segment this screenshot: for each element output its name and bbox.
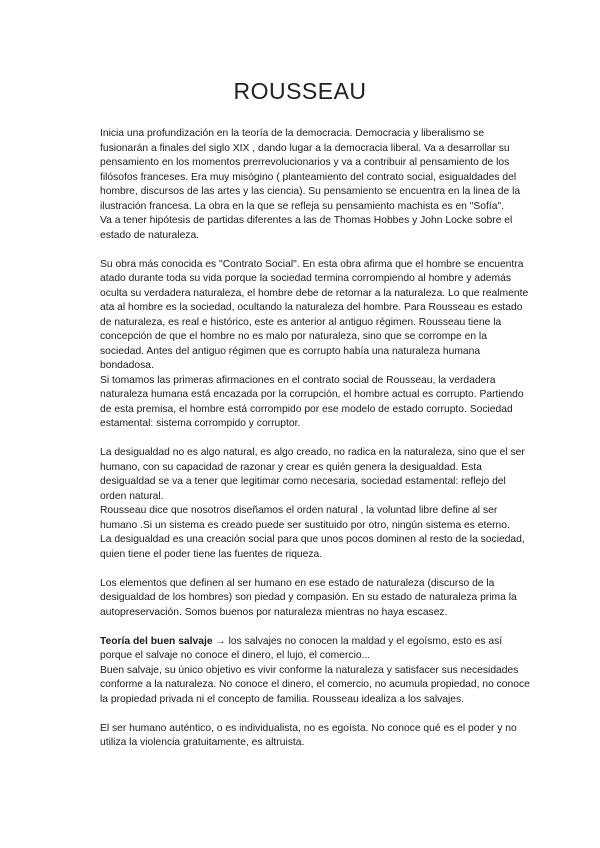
arrow-icon: → [212,635,229,647]
paragraph-intro: Inicia una profundización en la teoría de la democracia. Democracia y liberalismo se fusionarán a finales del siglo XIX , dando lugar a la democracia liberal. Va a desarrollar su pensamiento en los momentos prerrevolucionarios y va a contribuir al pensamiento de los filósofos franceses. Era muy misógino ( planteamiento del contrato social, esigualdades del hombre, discursos de las artes y las ciencia). Su pensamiento se encuentra en la linea de la ilustración francesa. La obra en la que se refleja su pensamiento machista es en "Sofía". Va a tener hipótesis de partidas diferentes a las de Thomas Hobbes y John Locke sobre el estado de naturaleza. [100,128,521,241]
paragraph-desigualdad: La desigualdad no es algo natural, es algo creado, no radica en la naturaleza, sino que el ser humano, con su capacidad de razonar y crear es quién genera la desigualdad. Esta desigualdad se va a tener que legitimar como necesaria, sociedad estamental: reflejo del orden natural. Rousseau dice que nosotros diseñamos el orden natural , la voluntad libre define al ser humano .Si un sistema es creado puede ser sustituido por otro, ningún sistema es eterno. La desigualdad es una creación social para que unos pocos dominen al resto de la sociedad, quien tiene el poder tiene las fuentes de riqueza. [100,447,525,560]
paragraph-buen-salvaje [100,635,532,708]
paragraph-final: El ser humano auténtico, o es individualista, no es egoísta. No conoce qué es el poder y no utiliza la violencia gratuitamente, es altruista. [100,722,517,748]
buen-salvaje-text: los salvajes no conocen la maldad y el egoísmo, esto es así porque el salvaje no conoce el dinero, el lujo, el comercio... Buen salvaje, su único objetivo es vivir conforme la naturaleza y satisfacer sus necesidades conforme a la naturaleza. No conoce el dinero, el comercio, no acumula propiedad, no conoce la propiedad privada ni el concepto de familia. Rousseau idealiza a los salvajes. [100,635,530,705]
paragraph-elementos: Los elementos que definen al ser humano en ese estado de naturaleza (discurso de la desigualdad de los hombres) son piedad y compasión. En su estado de naturaleza prima la autopreservación. Somos buenos por naturaleza mientras no haya escasez. [100,577,517,618]
buen-salvaje-heading: Teoría del buen salvaje [100,635,213,647]
paragraph-contrato-social: Su obra más conocida es "Contrato Social". En esta obra afirma que el hombre se encuentra atado durante toda su vida porque la sociedad termina corrompiendo al hombre y además oculta su verdadera naturaleza, el hombre debe de retornar a la naturaleza. Lo que realmente ata al hombre es la sociedad, ocultando la naturaleza del hombre. Para Rousseau es estado de naturaleza, es real e histórico, este es anterior al antiguo régimen. Rousseau tiene la concepción de que el hombre no es malo por naturaleza, sino que se corrompe en la sociedad. Antes del antiguo régimen que es corrupto había una naturaleza humana bondadosa. Si tomamos las primeras afirmaciones en el contrato social de Rousseau, la verdadera naturaleza humana está encazada por la corrupción, el hombre actual es corrupto. Partiendo de esta premisa, el hombre está corrompido por ese modelo de estado corrupto. Sociedad estamental: sistema corrompido y corruptor. [100,258,529,429]
document-body [100,127,532,765]
page-title: ROUSSEAU [233,78,367,104]
